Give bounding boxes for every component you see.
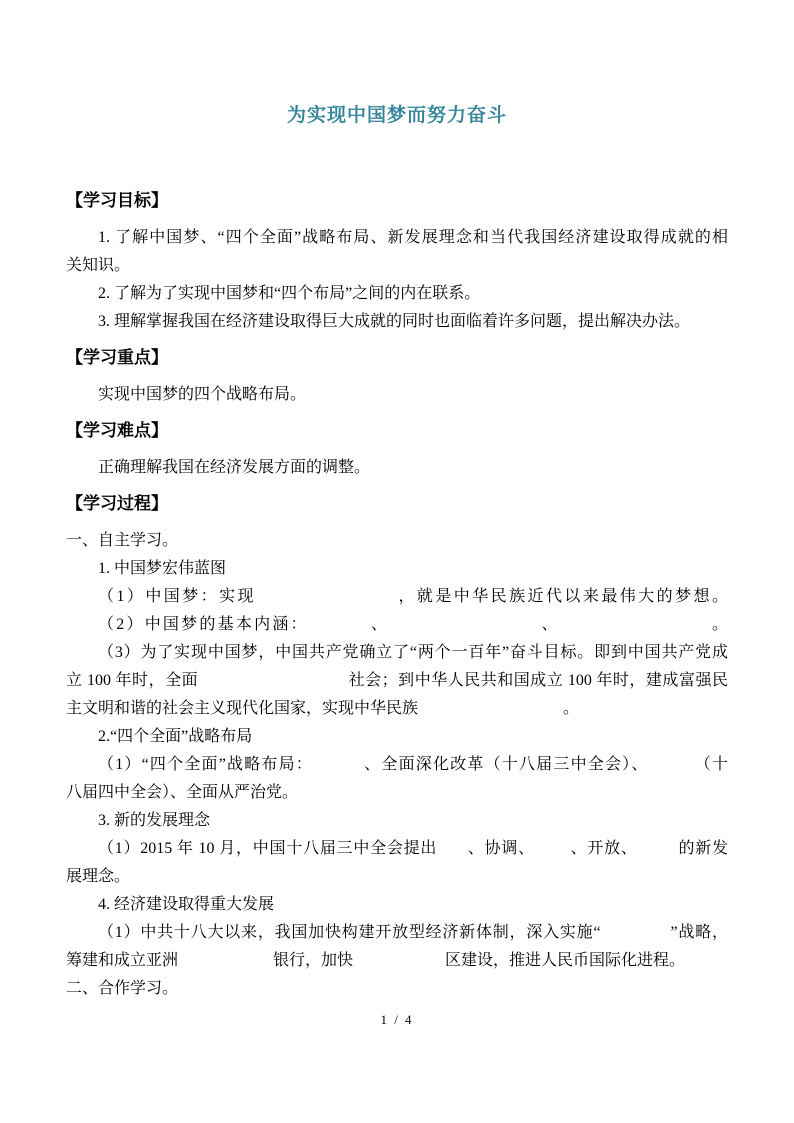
text-run: 社会；到中华人民共和国成立 100 年时，建成富强民	[348, 672, 728, 689]
text-run: 【学习过程】	[66, 494, 168, 513]
text-run: 立 100 年时，全面	[66, 672, 199, 689]
doc-line	[66, 527, 728, 555]
doc-line	[66, 695, 728, 723]
text-run: 3. 理解掌握我国在经济建设取得巨大成就的同时也面临着许多问题，提出解决办法。	[98, 313, 691, 330]
text-run: ”战略，	[670, 924, 728, 941]
section-heading	[66, 186, 728, 216]
text-run: 筹建和成立亚洲	[66, 952, 179, 969]
doc-line	[66, 583, 728, 611]
section-heading	[66, 416, 728, 446]
text-run: ，就是中华民族近代以来最伟大的梦想。	[396, 588, 728, 605]
text-run: 、	[539, 616, 560, 633]
text-run: （2）中国梦的基本内涵：	[98, 616, 309, 633]
answer-blank	[535, 851, 570, 853]
text-run: 、开放、	[569, 840, 638, 857]
doc-line	[66, 975, 728, 1003]
answer-blank	[353, 963, 445, 965]
page-number: 1 / 4	[380, 1012, 414, 1027]
answer-blank	[178, 963, 273, 965]
answer-blank	[418, 711, 563, 713]
text-run: 【学习难点】	[66, 421, 168, 440]
text-run: 实现中国梦的四个战略布局。	[98, 386, 307, 403]
text-run: 正确理解我国在经济发展方面的调整。	[98, 459, 371, 476]
doc-line	[66, 252, 728, 280]
answer-blank	[601, 935, 671, 937]
text-run: （1）中国梦：实现	[98, 588, 256, 605]
doc-line	[66, 751, 728, 779]
text-run: 主文明和谐的社会主义现代化国家，实现中华民族	[66, 700, 419, 717]
answer-blank	[560, 627, 710, 629]
text-run: （1）2015 年 10 月，中国十八届三中全会提出	[98, 840, 438, 857]
doc-line	[66, 919, 728, 947]
text-run: （3）为了实现中国梦，中国共产党确立了“两个一百年”奋斗目标。即到中国共产党成	[98, 644, 728, 661]
text-run: 八届四中全会）、全面从严治党。	[66, 784, 299, 801]
text-run: 银行，加快	[273, 952, 354, 969]
doc-line	[66, 639, 728, 667]
text-run: 、	[368, 616, 390, 633]
text-run: （1）中共十八大以来，我国加快构建开放型经济新体制，深入实施“	[98, 924, 601, 941]
text-run: （1）“四个全面”战略布局：	[98, 756, 313, 773]
doc-line	[66, 280, 728, 308]
doc-line	[66, 555, 728, 583]
answer-blank	[256, 599, 396, 601]
text-run: 3. 新的发展理念	[98, 812, 211, 829]
doc-line	[66, 667, 728, 695]
doc-line	[66, 891, 728, 919]
text-run: 2. 了解为了实现中国梦和“四个布局”之间的内在联系。	[98, 285, 481, 302]
text-run: 的新发	[677, 840, 728, 857]
text-run: 一、自主学习。	[66, 532, 179, 549]
text-run: 【学习重点】	[66, 348, 168, 367]
text-run: 1. 中国梦宏伟蓝图	[98, 560, 227, 577]
text-run: 区建设，推进人民币国际化进程。	[445, 952, 686, 969]
doc-line	[66, 779, 728, 807]
text-run: （十	[693, 756, 728, 773]
answer-blank	[198, 683, 348, 685]
text-run: 。	[709, 616, 728, 633]
document-title: 为实现中国梦而努力奋斗	[286, 105, 507, 126]
doc-line	[66, 224, 728, 252]
text-run: 展理念。	[66, 868, 131, 885]
text-run: 、全面深化改革（十八届三中全会）、	[362, 756, 649, 773]
doc-line	[66, 947, 728, 975]
doc-line	[66, 308, 728, 336]
doc-line	[66, 863, 728, 891]
text-run: 2.“四个全面”战略布局	[98, 728, 253, 745]
doc-line	[66, 807, 728, 835]
answer-blank	[437, 851, 467, 853]
doc-line	[66, 611, 728, 639]
answer-blank	[649, 767, 694, 769]
text-run: 1. 了解中国梦、“四个全面”战略布局、新发展理念和当代我国经济建设取得成就的相	[98, 229, 728, 246]
section-heading	[66, 489, 728, 519]
answer-blank	[313, 767, 363, 769]
text-run: 关知识。	[66, 257, 131, 274]
text-run: 【学习目标】	[66, 191, 168, 210]
answer-blank	[638, 851, 678, 853]
document-body	[66, 186, 728, 1003]
doc-line	[66, 381, 728, 409]
text-run: 二、合作学习。	[66, 980, 179, 997]
answer-blank	[389, 627, 539, 629]
text-run: 。	[563, 700, 580, 717]
answer-blank	[309, 627, 369, 629]
doc-line	[66, 723, 728, 751]
text-run: 4. 经济建设取得重大发展	[98, 896, 275, 913]
section-heading	[66, 343, 728, 373]
doc-line	[66, 454, 728, 482]
doc-line	[66, 835, 728, 863]
text-run: 、协调、	[467, 840, 535, 857]
